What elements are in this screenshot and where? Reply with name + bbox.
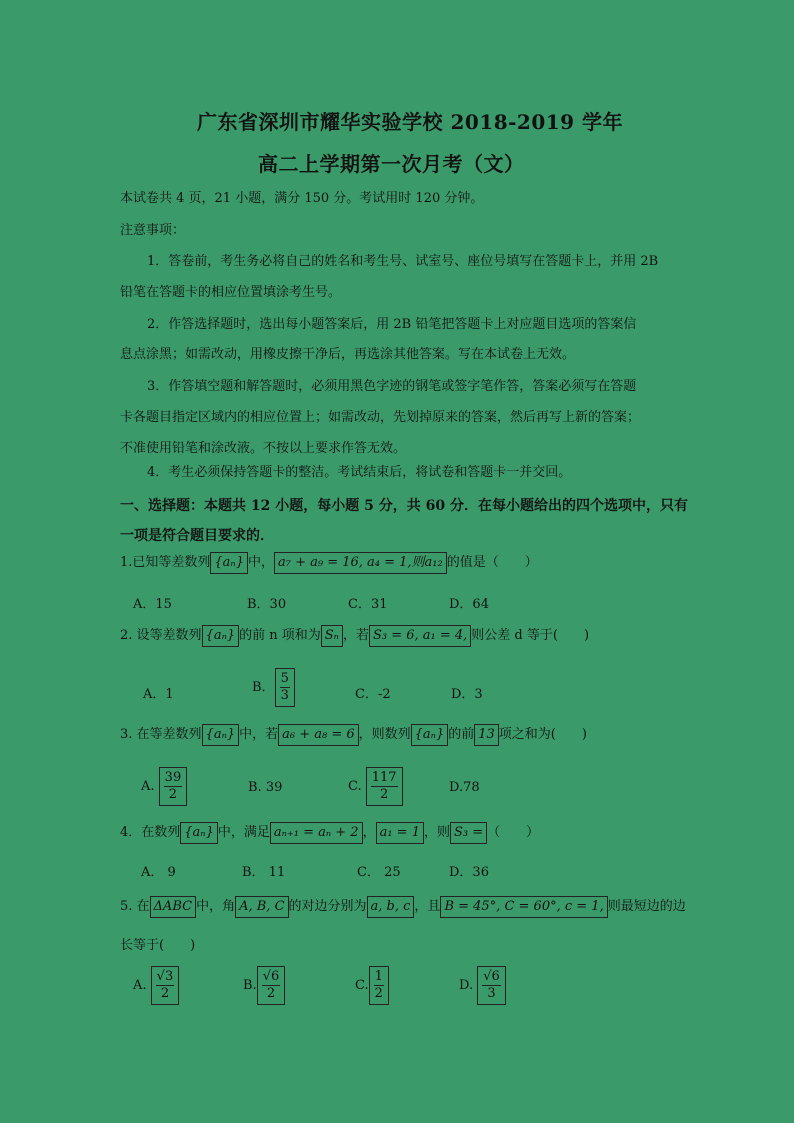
q5-choice-d-numerator: √6	[483, 969, 500, 984]
q3-text-pre: 3. 在等差数列	[120, 727, 202, 742]
question-3	[120, 723, 587, 746]
q5-choice-c-fraction	[369, 966, 389, 1005]
q5-choice-b-fraction	[257, 966, 286, 1005]
q1-text-mid: 中，	[247, 555, 274, 570]
q5-text-line2: 长等于( )	[120, 938, 196, 953]
q2-formula-sequence: {aₙ}	[202, 625, 240, 647]
q2-text-mid1: 的前 n 项和为	[239, 628, 321, 643]
notice-heading: 注意事项：	[120, 223, 186, 238]
q3-formula-count: 13	[474, 724, 499, 746]
notice-2-line2: 息点涂黑；如需改动，用橡皮擦干净后，再选涂其他答案。写在本试卷上无效。	[120, 347, 576, 362]
q2-text-pre: 2. 设等差数列	[120, 628, 202, 643]
question-5	[120, 895, 686, 918]
q5-choice-d-fraction	[477, 966, 506, 1005]
q5-choice-c-numerator: 1	[374, 969, 383, 984]
q4-text-pre: 4．在数列	[120, 825, 181, 840]
notice-3-line2: 卡各题目指定区域内的相应位置上；如需改动，先划掉原来的答案，然后再写上新的答案；	[120, 410, 641, 425]
q3-text-mid3: 的前	[448, 727, 475, 742]
q4-text-mid2: ，	[362, 825, 376, 840]
q4-choice-c: C． 25	[357, 865, 401, 880]
question-4	[120, 821, 539, 844]
q4-choice-d: D．36	[449, 865, 489, 880]
q3-choice-a	[141, 767, 187, 806]
q5-choice-d-denominator: 3	[487, 986, 496, 1001]
q3-choice-c-denominator: 2	[380, 787, 389, 802]
q3-choice-c-label: C.	[348, 779, 362, 794]
q5-choice-c-label: C.	[355, 978, 369, 993]
q2-text-post: 则公差 d 等于( )	[471, 628, 590, 643]
q5-choice-b-denominator: 2	[266, 986, 276, 1001]
q3-text-post: 项之和为( )	[498, 727, 587, 742]
q2-choice-b-label: B．	[252, 680, 275, 695]
q2-choice-a: A．1	[143, 687, 174, 702]
q3-choice-a-fraction	[159, 767, 188, 806]
q5-text-post: 则最短边的边	[607, 899, 686, 914]
q4-formula-sum: S₃ =	[450, 822, 487, 844]
q2-formula-condition: S₃ = 6, a₁ = 4,	[369, 625, 471, 647]
notice-1-line2: 铅笔在答题卡的相应位置填涂考生号。	[120, 285, 342, 300]
q4-choice-a: A． 9	[141, 865, 176, 880]
q4-formula-initial: a₁ = 1	[376, 822, 424, 844]
q3-formula-condition: a₆ + a₈ = 6	[278, 724, 359, 746]
q3-choice-b: B. 39	[248, 780, 283, 795]
q5-choice-a-numerator: √3	[156, 969, 174, 984]
q5-choice-c	[355, 966, 389, 1005]
notice-1-line1: 1．答卷前，考生务必将自己的姓名和考生号、试室号、座位号填写在答题卡上，并用 2B	[147, 254, 659, 269]
q5-text-mid2: 的对边分别为	[288, 899, 367, 914]
notice-3-line1: 3．作答填空题和解答题时，必须用黑色字迹的钢笔或签字笔作答，答案必须写在答题	[147, 379, 637, 394]
q4-formula-sequence: {aₙ}	[180, 822, 218, 844]
exam-summary: 本试卷共 4 页，21 小题，满分 150 分。考试用时 120 分钟。	[120, 191, 484, 206]
q3-choice-a-numerator: 39	[164, 770, 182, 785]
q2-choice-b-fraction	[275, 668, 295, 707]
notice-3-line3: 不准使用铅笔和涂改液。不按以上要求作答无效。	[120, 441, 407, 456]
q3-choice-d: D.78	[449, 780, 480, 795]
q3-choice-a-denominator: 2	[168, 787, 178, 802]
q1-choice-d: D．64	[449, 597, 489, 612]
q1-choice-b: B．30	[247, 597, 287, 612]
q1-choice-a: A．15	[133, 597, 172, 612]
q2-choice-b-numerator: 5	[280, 671, 289, 686]
q5-choice-a-denominator: 2	[160, 986, 170, 1001]
q3-choice-c-numerator: 117	[371, 770, 397, 785]
q4-choice-b: B． 11	[242, 865, 286, 880]
q1-formula-condition: a₇ + a₉ = 16, a₄ = 1,则a₁₂	[274, 552, 447, 574]
q2-choice-c: C．-2	[355, 687, 391, 702]
q5-formula-sides: a, b, c	[367, 896, 415, 918]
q5-choice-b	[243, 966, 285, 1005]
q1-text-post: 的值是（ ）	[446, 555, 538, 570]
q3-text-mid2: ，则数列	[358, 727, 411, 742]
q5-choice-a-fraction	[151, 966, 180, 1005]
q5-choice-c-denominator: 2	[374, 986, 383, 1001]
q5-text-pre: 5. 在	[120, 899, 150, 914]
q2-choice-d: D．3	[451, 687, 483, 702]
q3-formula-sequence: {aₙ}	[202, 724, 240, 746]
exam-title-line2: 高二上学期第一次月考（文）	[258, 152, 525, 176]
q1-text-pre: 1.已知等差数列	[120, 555, 211, 570]
q2-formula-sum: Sₙ	[321, 625, 343, 647]
exam-title-line1: 广东省深圳市耀华实验学校 2018-2019 学年	[197, 110, 624, 134]
q3-choice-c-fraction	[366, 767, 403, 806]
q3-formula-sequence-2: {aₙ}	[411, 724, 449, 746]
q4-formula-recurrence: aₙ₊₁ = aₙ + 2	[270, 822, 363, 844]
section-heading-line1: 一、选择题：本题共 12 小题，每小题 5 分，共 60 分．在每小题给出的四个选项中，只有	[120, 498, 688, 514]
q5-choice-b-label: B.	[243, 978, 257, 993]
notice-4: 4．考生必须保持答题卡的整洁。考试结束后，将试卷和答题卡一并交回。	[147, 465, 572, 480]
notice-2-line1: 2．作答选择题时，选出每小题答案后，用 2B 铅笔把答题卡上对应题目选项的答案信	[147, 317, 637, 332]
q5-formula-angles: A, B, C	[235, 896, 288, 918]
q4-text-mid1: 中，满足	[217, 825, 270, 840]
q1-choice-c: C．31	[348, 597, 388, 612]
q5-choice-d-label: D.	[459, 978, 474, 993]
q5-text-mid1: 中，角	[196, 899, 236, 914]
section-heading-line2: 一项是符合题目要求的．	[120, 528, 274, 544]
q2-text-mid2: ，若	[342, 628, 369, 643]
q5-choice-a-label: A.	[133, 978, 147, 993]
q1-formula-sequence: {aₙ}	[210, 552, 248, 574]
q5-formula-condition: B = 45°, C = 60°, c = 1,	[440, 896, 607, 918]
q3-choice-a-label: A.	[141, 779, 155, 794]
q4-text-mid3: ，则	[423, 825, 450, 840]
q5-choice-d	[459, 966, 506, 1005]
q5-choice-b-numerator: √6	[262, 969, 280, 984]
q4-text-post: （ ）	[487, 825, 540, 840]
q2-choice-b-denominator: 3	[280, 688, 289, 703]
q3-text-mid1: 中，若	[239, 727, 279, 742]
question-1	[120, 551, 538, 574]
q5-formula-triangle: ΔABC	[150, 896, 197, 918]
q5-choice-a	[133, 966, 179, 1005]
q2-choice-b	[252, 668, 295, 707]
q3-choice-c	[348, 767, 403, 806]
question-2	[120, 624, 589, 647]
q5-text-mid3: ，且	[414, 899, 441, 914]
